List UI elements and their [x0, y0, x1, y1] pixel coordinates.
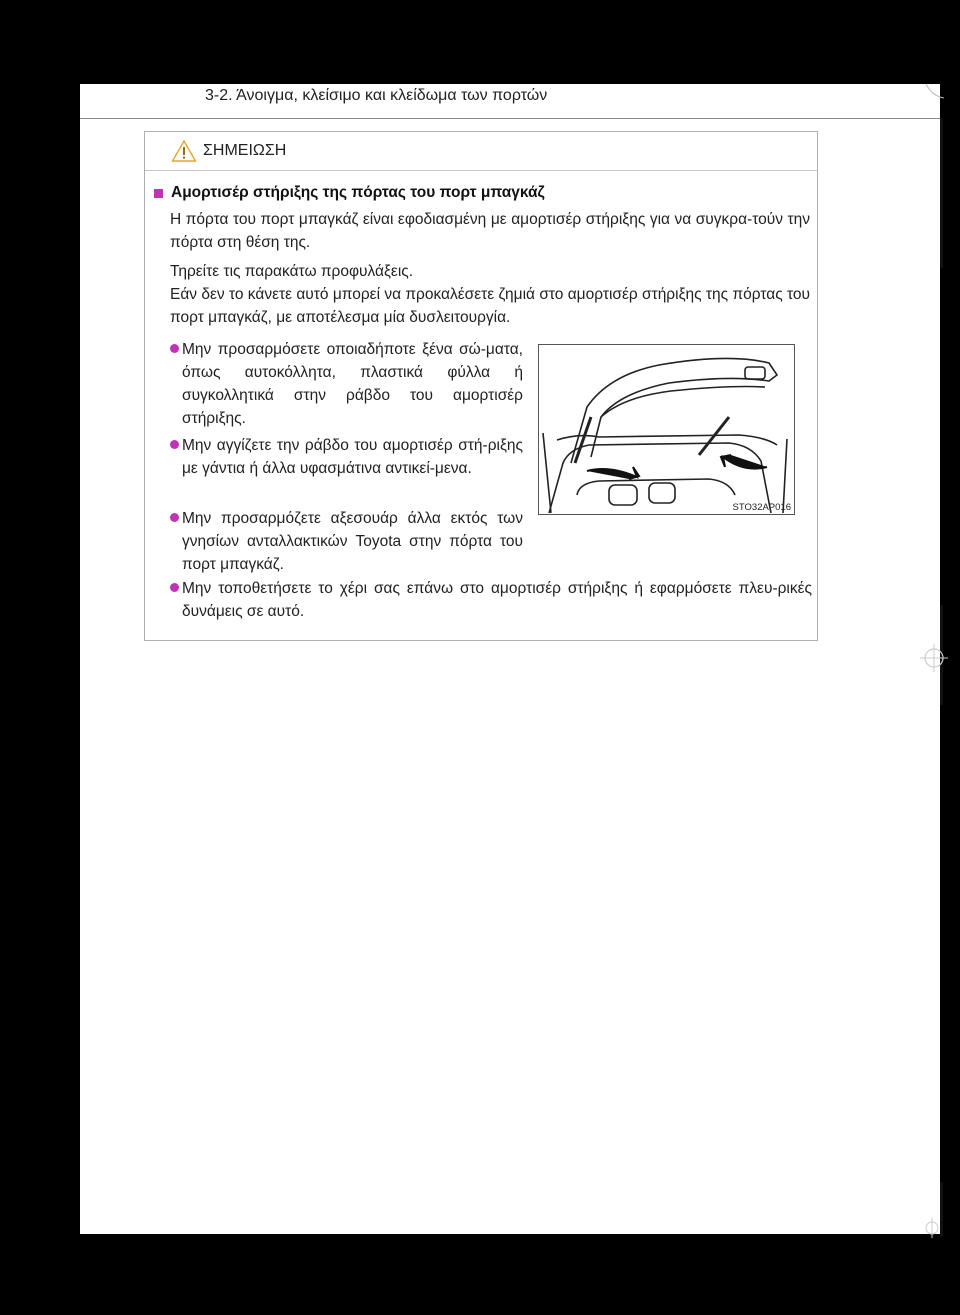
section-heading-text: Αμορτισέρ στήριξης της πόρτας του πορτ μπαγκάζ	[171, 184, 545, 201]
trim-bar	[940, 118, 943, 268]
figure-code: STO32AP016	[732, 502, 791, 513]
paragraph-precautions: Εάν δεν το κάνετε αυτό μπορεί να προκαλέσετε ζημιά στο αμορτισέρ στήριξης της πόρτας του πορτ μπαγκάζ, με αποτέλεσμα μία δυσλειτουργία.	[170, 286, 810, 326]
manual-page	[80, 84, 940, 1234]
note-box	[144, 131, 818, 641]
bullet-item: Μην αγγίζετε την ράβδο του αμορτισέρ στή-ριξης με γάντια ή άλλα υφασμάτινα αντικεί-μενα.	[170, 434, 523, 480]
bullet-item: Μην προσαρμόζετε αξεσουάρ άλλα εκτός των γνησίων ανταλλακτικών Toyota στην πόρτα του πορτ μπαγκάζ.	[170, 507, 523, 576]
section-header: 3-2. Άνοιγμα, κλείσιμο και κλείδωμα των πορτών	[205, 87, 548, 104]
note-title: ΣΗΜΕΙΩΣΗ	[203, 142, 287, 159]
paragraph-precautions-lead: Τηρείτε τις παρακάτω προφυλάξεις.	[170, 263, 414, 280]
section-heading	[154, 184, 545, 202]
paragraph-intro: Η πόρτα του πορτ μπαγκάζ είναι εφοδιασμένη με αμορτισέρ στήριξης για να συγκρα-τούν την πόρτα στη θέση της.	[170, 211, 810, 251]
registration-mark-icon	[920, 78, 950, 106]
header-divider	[80, 118, 940, 119]
car-rear-drawing	[539, 345, 795, 515]
note-header	[145, 132, 817, 171]
bullet-item: Μην τοποθετήσετε το χέρι σας επάνω στο αμορτισέρ στήριξης ή εφαρμόσετε πλευ-ρικές δυνάμεις σε αυτό.	[170, 577, 812, 623]
warning-triangle-icon	[171, 139, 197, 163]
square-bullet-icon	[154, 189, 163, 198]
registration-mark-icon	[918, 1214, 948, 1242]
registration-mark-icon	[918, 642, 950, 674]
bullet-item: Μην προσαρμόσετε οποιαδήποτε ξένα σώ-ματα, όπως αυτοκόλλητα, πλαστικά φύλλα ή συγκολλητικά στην ράβδο του αμορτισέρ στήριξης.	[170, 338, 523, 430]
tailgate-strut-illustration	[538, 344, 795, 515]
